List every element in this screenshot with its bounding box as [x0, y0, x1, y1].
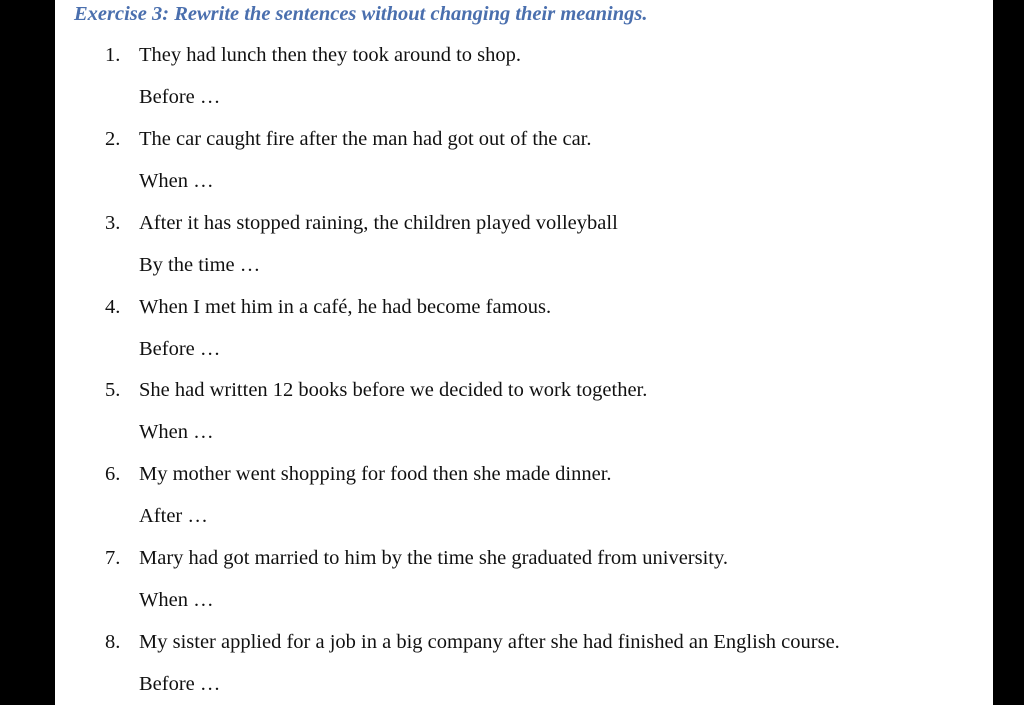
item-number: 6. — [105, 463, 121, 485]
item-prompt: Before … — [139, 86, 221, 108]
item-sentence: The car caught fire after the man had got out of the car. — [139, 128, 592, 150]
item-sentence: Mary had got married to him by the time she graduated from university. — [139, 547, 729, 569]
item-sentence: They had lunch then they took around to shop. — [139, 44, 522, 66]
item-prompt: Before … — [139, 673, 221, 695]
item-sentence: My mother went shopping for food then she made dinner. — [139, 463, 612, 485]
item-number: 8. — [105, 631, 121, 653]
item-prompt: After … — [139, 505, 208, 527]
item-number: 5. — [105, 379, 121, 401]
item-number: 1. — [105, 44, 121, 66]
item-number: 3. — [105, 212, 121, 234]
document-page — [55, 0, 993, 705]
item-prompt: When … — [139, 421, 214, 443]
item-prompt: When … — [139, 589, 214, 611]
item-number: 4. — [105, 296, 121, 318]
item-number: 2. — [105, 128, 121, 150]
item-sentence: When I met him in a café, he had become famous. — [139, 296, 552, 318]
item-number: 7. — [105, 547, 121, 569]
item-sentence: After it has stopped raining, the children played volleyball — [139, 212, 618, 234]
exercise-heading: Exercise 3: Rewrite the sentences without changing their meanings. — [74, 3, 648, 25]
item-prompt: By the time … — [139, 254, 261, 276]
item-sentence: My sister applied for a job in a big company after she had finished an English course. — [139, 631, 840, 653]
item-prompt: Before … — [139, 338, 221, 360]
item-sentence: She had written 12 books before we decided to work together. — [139, 379, 648, 401]
item-prompt: When … — [139, 170, 214, 192]
